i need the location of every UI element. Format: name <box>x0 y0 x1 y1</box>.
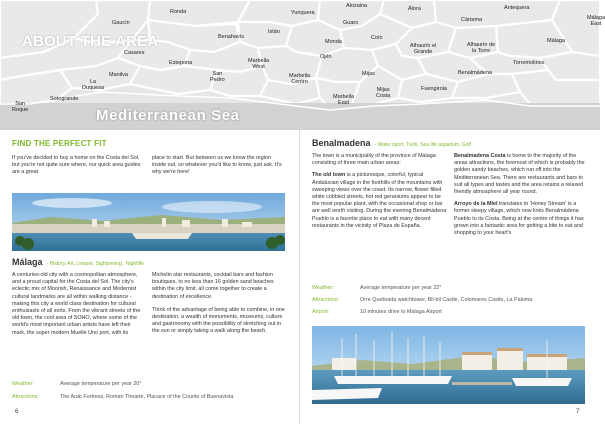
map-town-label: Estepona <box>169 60 193 66</box>
map-town-label: Mijas Costa <box>376 87 391 99</box>
city-title-benalmadena <box>312 138 471 148</box>
map-town-label: Benahavís <box>218 34 244 40</box>
map-town-label: Marbella West <box>248 58 270 70</box>
weather-label: Weather: <box>12 381 34 387</box>
map-town-label: Casares <box>124 50 145 56</box>
benalmadena-airport-row <box>312 309 442 315</box>
benalmadena-costa <box>454 153 588 196</box>
section-heading: FIND THE PERFECT FIT <box>12 139 107 148</box>
airport-label: Airport: <box>312 309 330 315</box>
weather-value: Average temperature per year 22° <box>360 285 442 291</box>
intro-text-col2: place to start. But between us we know the region inside out, so whatever you'd like to know, just ask. It's why we're here! <box>152 155 282 176</box>
map-town-label: Antequera <box>504 5 530 11</box>
map-town-label: Málaga East <box>587 15 605 27</box>
map-town-label: San Roque <box>12 101 29 113</box>
benalmadena-attractions-row <box>312 297 532 303</box>
map-town-label: Ojén <box>320 54 332 60</box>
page-gutter <box>299 130 300 424</box>
arroyo-text: translates to 'Honey Stream' is a former sleepy village, which now links Benalmádena Pueblo to its Costa. Being at the centre of things it has grown into a fantastic area for getting a bite to eat and shopping to your heart's <box>454 201 584 237</box>
map-town-label: Ronda <box>170 9 187 15</box>
city-name: Málaga <box>12 257 43 267</box>
malaga-text-col1: A centuries-old city with a cosmopolitan atmosphere, and a proud capital for the Costa del Sol. The city's eclectic mix of Moorish, Renaissance and Modernist cultural landmarks are all within walking distance - making this city a world class destination for cultural enthusiasts of all sorts. From the vibrant streets of the old town, the cool area of SOHO, where some of the world's most important urban artists have left their mark, the super modern Muelle Uno port, with its <box>12 272 141 336</box>
map-town-label: San Pedro <box>210 71 225 83</box>
area-map <box>0 0 605 130</box>
map-town-label: Gaucín <box>112 20 130 26</box>
benalmadena-intro: The town is a municipality of the province of Malaga consisting of three main urban areas: <box>312 153 436 167</box>
attractions-label: Attractions: <box>312 297 339 303</box>
map-town-label: Cártama <box>461 17 483 23</box>
attractions-value: Orre Quebrada watchtower, Bil-bil Castle, Colomares Castle, La Paloma <box>360 297 533 303</box>
malaga-paragraph: Michelin star restaurants, cocktail bars and fashion boutiques, to no less than 16 golden sand beaches within the city limit, all come together to create a destination of excellence. <box>152 272 274 300</box>
sea-label: Mediterranean Sea <box>96 107 240 124</box>
benalmadena-arroyo <box>454 201 588 237</box>
map-town-label: Mijas <box>362 71 375 77</box>
map-town-label: Fuengirola <box>421 86 447 92</box>
malaga-weather-row <box>12 381 141 387</box>
map-town-label: Marbella Centro <box>289 73 311 85</box>
map-town-label: Coín <box>371 35 383 41</box>
map-town-label: Alhaurín el Grande <box>410 43 437 55</box>
malaga-photo <box>12 193 285 251</box>
page-number-right: 7 <box>576 408 580 415</box>
map-town-label: Benalmádena <box>458 70 492 76</box>
map-town-label: Marbella East <box>333 94 355 106</box>
weather-value: Average temperature per year 20° <box>60 381 142 387</box>
map-town-label: Alozaina <box>346 3 368 9</box>
page-title: ABOUT THE AREA <box>22 33 159 50</box>
costa-heading: Benalmadena Costa <box>454 153 506 159</box>
map-town-label: Monda <box>325 39 342 45</box>
benalmadena-marina-photo <box>312 326 585 404</box>
map-town-label: Torremolinos <box>513 60 545 66</box>
map-town-label: Alhaurín de la Torre <box>467 42 496 54</box>
old-town-text: is a picturesque, colorful, typical Andalucian village in the foothills of the mountains with sweeping views over the coast. Its narrow, flower filled white cobbled streets, hot red geraniums appear to be the most popular plant, with the occasional shop or bar are well worth visiting. During the evening Benalmádena Pueblo is a favorite place to eat with many decent restaurants in the vicinity of Plaza de España. <box>312 172 447 229</box>
airport-value: 10 minutes drive to Malaga Airport <box>360 309 442 315</box>
malaga-paragraph: Think of the advantage of being able to combine, in one destination, a wealth of monuments, museums, culture and gastronomy with the possibility of stretching out in the sun or simply taking a walk along the beach. <box>152 306 285 335</box>
attractions-label: Attractions: <box>12 394 39 400</box>
attractions-value: The Arab Fortress, Roman Theatre, Placace of the Counts of Buenavista <box>60 394 234 400</box>
map-town-label: Álora <box>408 6 421 12</box>
city-title-malaga <box>12 257 144 267</box>
map-town-label: Istán <box>268 29 280 35</box>
arroyo-heading: Arroyo de la Miel <box>454 201 498 208</box>
map-town-label: La Duquesa <box>82 79 105 91</box>
city-tags: - Water sport, Tivoli, Sea life aquarium, Golf <box>374 142 472 148</box>
intro-text-col1: If you've decided to buy a home on the Costa del Sol, but you're not quite sure where, our quick area guides are a great <box>12 155 141 176</box>
weather-label: Weather: <box>312 285 334 291</box>
map-regions <box>0 0 600 130</box>
map-town-label: Sotogrande <box>50 96 79 102</box>
old-town-heading: The old town <box>312 172 346 179</box>
city-name: Benalmadena <box>312 138 371 148</box>
map-town-label: Málaga <box>547 38 566 44</box>
benalmadena-weather-row <box>312 285 441 291</box>
map-town-label: Yunquera <box>291 10 315 16</box>
malaga-text-col2 <box>152 272 285 336</box>
benalmadena-old-town <box>312 172 448 230</box>
city-tags: - History, Art, Leisure, Sightseeing , Nightlife <box>46 261 144 267</box>
malaga-attractions-row <box>12 394 233 400</box>
map-town-label: Manilva <box>109 72 128 78</box>
benalmadena-text-col1 <box>312 153 448 230</box>
map-town-label: Guaro <box>343 20 359 26</box>
page-number-left: 6 <box>15 408 19 415</box>
costa-text: is home to the majority of the areas attractions, the foremost of which is probably the golden sandy beaches, which run off into the Mediterranean Sea. There are restaurants and bars to suit all types and tastes and the area retains a relaxed friendly atmosphere all year round. <box>454 153 585 196</box>
benalmadena-text-col2 <box>454 153 588 237</box>
